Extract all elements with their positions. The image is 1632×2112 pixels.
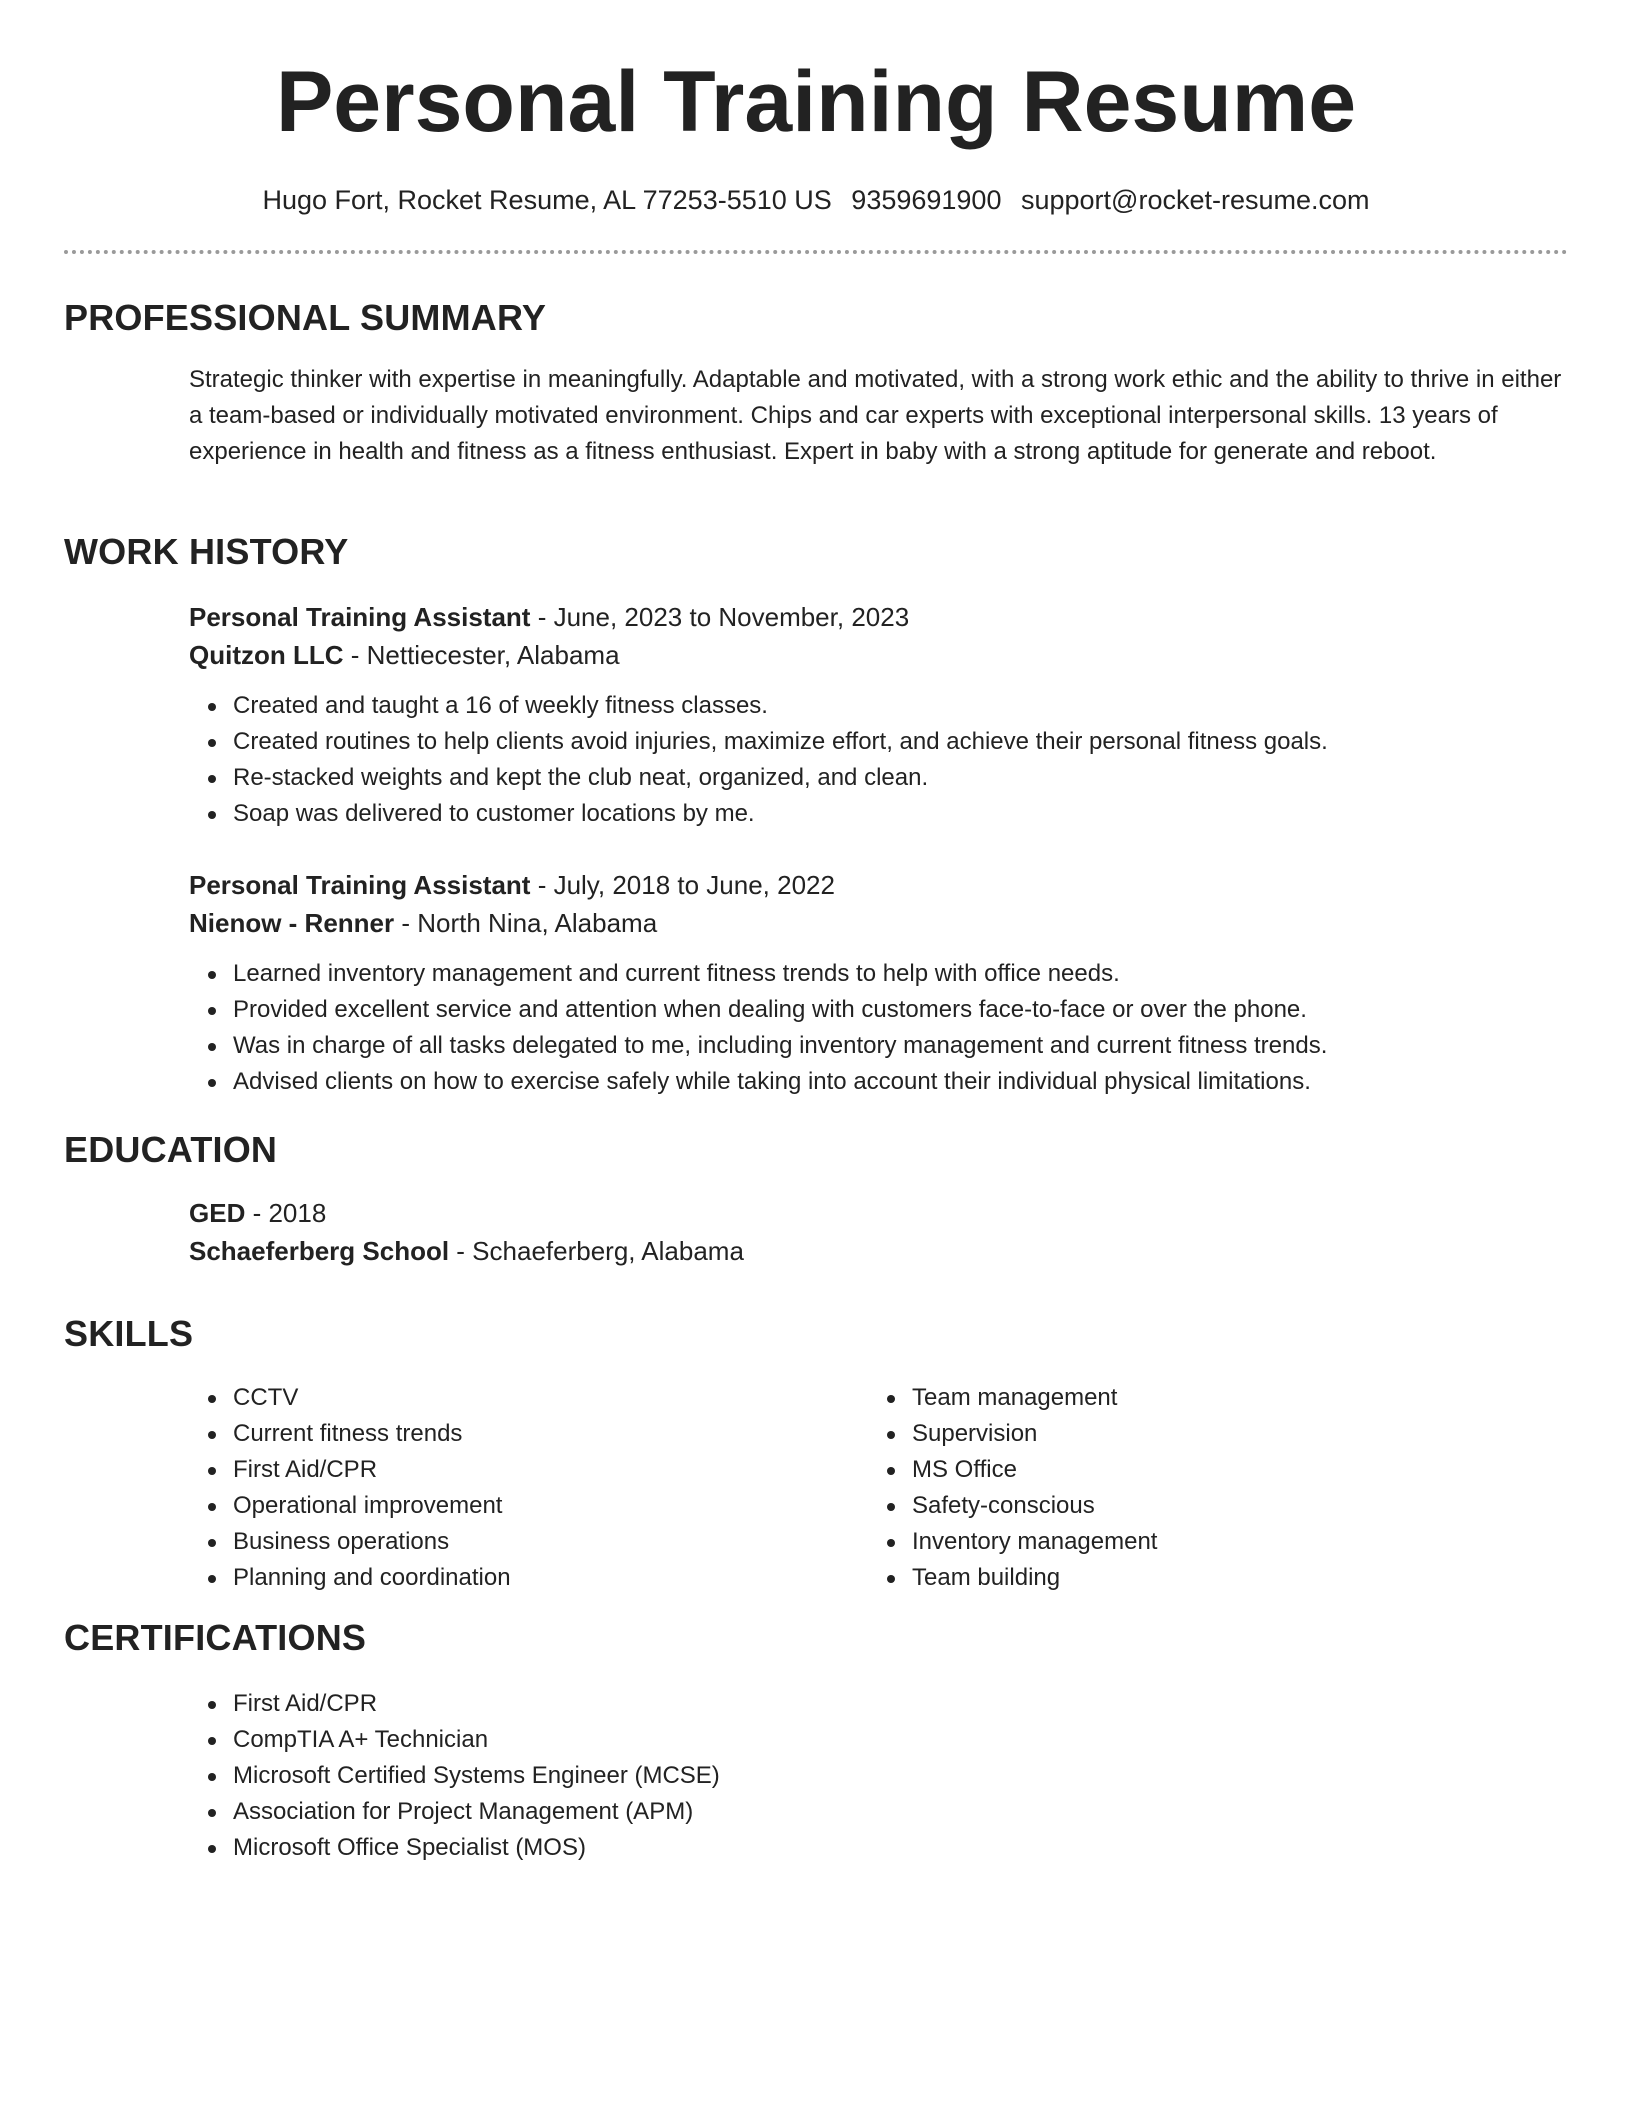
certifications-block	[189, 1686, 1569, 1866]
list-item: Provided excellent service and attention when dealing with customers face-to-face or over the phone.	[233, 992, 1569, 1028]
education-entry	[189, 1194, 1569, 1270]
job-dates: - June, 2023 to November, 2023	[530, 602, 910, 632]
list-item: Soap was delivered to customer locations by me.	[233, 796, 1569, 832]
job-duties-list	[189, 956, 1569, 1100]
job-title: Personal Training Assistant	[189, 870, 531, 900]
job-title: Personal Training Assistant	[189, 602, 531, 632]
list-item: Business operations	[233, 1524, 789, 1560]
list-item: CCTV	[233, 1380, 789, 1416]
certifications-list	[189, 1686, 1569, 1866]
contact-phone: 9359691900	[851, 185, 1002, 215]
job-dates: - July, 2018 to June, 2022	[530, 870, 835, 900]
job-entry	[189, 598, 1569, 832]
list-item: Planning and coordination	[233, 1560, 789, 1596]
education-school-line	[189, 1232, 1569, 1270]
work-history-heading: WORK HISTORY	[64, 531, 349, 572]
job-title-line	[189, 866, 1569, 904]
job-company: Quitzon LLC	[189, 640, 344, 670]
list-item: Re-stacked weights and kept the club neat, organized, and clean.	[233, 760, 1569, 796]
education-degree-line	[189, 1194, 1569, 1232]
list-item: Microsoft Office Specialist (MOS)	[233, 1830, 1569, 1866]
list-item: Current fitness trends	[233, 1416, 789, 1452]
contact-address: Hugo Fort, Rocket Resume, AL 77253-5510 US	[262, 185, 832, 215]
list-item: Advised clients on how to exercise safely while taking into account their individual physical limitations.	[233, 1064, 1569, 1100]
summary-block	[189, 362, 1569, 470]
job-company-line	[189, 904, 1569, 942]
summary-text: Strategic thinker with expertise in meaningfully. Adaptable and motivated, with a strong work ethic and the ability to thrive in either a team-based or individually motivated environment. Chips and car experts with exceptional interpersonal skills. 13 years of experience in health and fitness as a fitness enthusiast. Expert in baby with a strong aptitude for generate and reboot.	[189, 366, 1562, 465]
education-school: Schaeferberg School	[189, 1236, 450, 1266]
list-item: Inventory management	[912, 1524, 1468, 1560]
education-location: - Schaeferberg, Alabama	[449, 1236, 744, 1266]
list-item: First Aid/CPR	[233, 1686, 1569, 1722]
contact-email: support@rocket-resume.com	[1020, 185, 1370, 215]
job-location: - Nettiecester, Alabama	[343, 640, 620, 670]
list-item: Learned inventory management and current fitness trends to help with office needs.	[233, 956, 1569, 992]
header-divider	[64, 250, 1568, 254]
list-item: Operational improvement	[233, 1488, 789, 1524]
skills-heading: SKILLS	[64, 1313, 194, 1354]
job-company: Nienow - Renner	[189, 908, 395, 938]
job-entry	[189, 866, 1569, 1100]
job-company-line	[189, 636, 1569, 674]
certifications-heading: CERTIFICATIONS	[64, 1617, 367, 1658]
skills-list	[189, 1380, 789, 1596]
education-degree: GED	[189, 1198, 246, 1228]
list-item: Team management	[912, 1380, 1468, 1416]
education-heading: EDUCATION	[64, 1129, 278, 1170]
job-duties-list	[189, 688, 1569, 832]
list-item: Association for Project Management (APM)	[233, 1794, 1569, 1830]
list-item: Supervision	[912, 1416, 1468, 1452]
list-item: Safety-conscious	[912, 1488, 1468, 1524]
list-item: Created and taught a 16 of weekly fitness classes.	[233, 688, 1569, 724]
list-item: Microsoft Certified Systems Engineer (MCSE)	[233, 1758, 1569, 1794]
job-location: - North Nina, Alabama	[394, 908, 658, 938]
skills-list	[868, 1380, 1468, 1596]
education-year: - 2018	[245, 1198, 327, 1228]
list-item: Was in charge of all tasks delegated to me, including inventory management and current fitness trends.	[233, 1028, 1569, 1064]
skills-column-left	[189, 1380, 789, 1596]
list-item: First Aid/CPR	[233, 1452, 789, 1488]
page-title: Personal Training Resume	[275, 54, 1357, 150]
list-item: Team building	[912, 1560, 1468, 1596]
summary-heading: PROFESSIONAL SUMMARY	[64, 297, 547, 338]
contact-line	[0, 182, 1632, 218]
skills-column-right	[868, 1380, 1468, 1596]
job-title-line	[189, 598, 1569, 636]
list-item: MS Office	[912, 1452, 1468, 1488]
list-item: CompTIA A+ Technician	[233, 1722, 1569, 1758]
list-item: Created routines to help clients avoid injuries, maximize effort, and achieve their personal fitness goals.	[233, 724, 1569, 760]
